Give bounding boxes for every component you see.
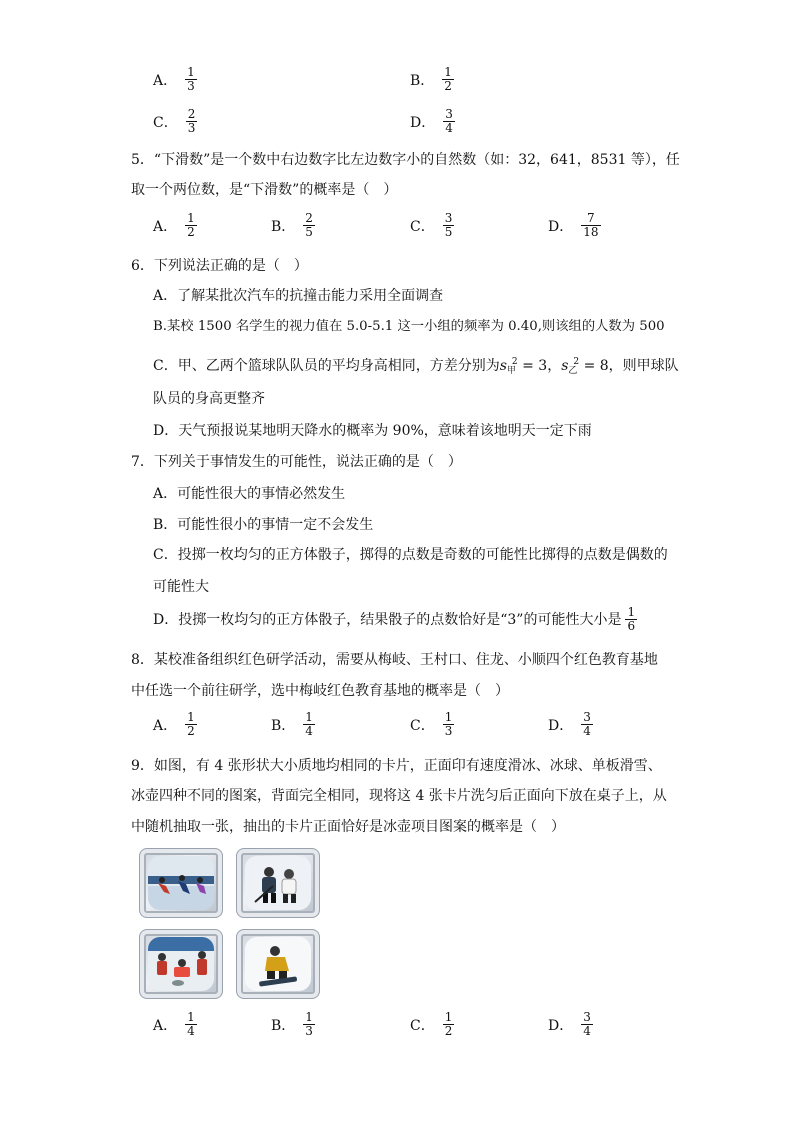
- fraction: $\frac{1}{2}$: [187, 211, 195, 239]
- q6-option-c-line2: 队员的身高更整齐: [153, 391, 265, 407]
- q9-option-c: C． $\frac{1}{2}$: [410, 1010, 453, 1038]
- q4-option-b: B． $\frac{1}{2}$: [410, 65, 452, 93]
- q8-stem-line1: 8．某校准备组织红色研学活动，需要从梅岐、王村口、住龙、小顺四个红色教育基地: [131, 652, 658, 668]
- q6-stem: 6．下列说法正确的是（ ）: [131, 258, 308, 274]
- q9-stem-line2: 冰壶四种不同的图案，背面完全相同，现将这 4 张卡片洗匀后正面向下放在桌子上，从: [131, 788, 667, 804]
- fraction: $\frac{1}{4}$: [305, 710, 313, 738]
- q8-option-c: C． $\frac{1}{3}$: [410, 710, 453, 738]
- q5-option-a: A． $\frac{1}{2}$: [153, 211, 195, 239]
- q5-option-d: D． $\frac{7}{18}$: [548, 211, 599, 239]
- fraction: $\frac{1}{3}$: [187, 65, 195, 93]
- q4-option-a: A． $\frac{1}{3}$: [153, 65, 195, 93]
- fraction: $\frac{7}{18}$: [583, 211, 599, 239]
- q8-option-a: A． $\frac{1}{2}$: [153, 710, 195, 738]
- fraction: $\frac{2}{3}$: [187, 107, 196, 135]
- fraction: $\frac{1}{4}$: [187, 1010, 195, 1038]
- q7-option-c-line1: C．投掷一枚均匀的正方体骰子，掷得的点数是奇数的可能性比掷得的点数是偶数的: [153, 547, 668, 563]
- fraction: $\frac{1}{6}$: [627, 605, 636, 633]
- q7-option-a: A．可能性很大的事情必然发生: [153, 486, 346, 502]
- q8-stem-line2: 中任选一个前往研学，选中梅岐红色教育基地的概率是（ ）: [131, 683, 509, 699]
- q5-stem-line2: 取一个两位数，是“下滑数”的概率是（ ）: [131, 182, 398, 198]
- q4-option-c: C． $\frac{2}{3}$: [153, 107, 196, 135]
- q6-option-b: B.某校 1500 名学生的视力值在 5.0-5.1 这一小组的频率为 0.40,则该组的人数为 500: [153, 319, 665, 334]
- fraction: $\frac{1}{3}$: [305, 1010, 313, 1038]
- q7-option-d: D．投掷一枚均匀的正方体骰子，结果骰子的点数恰好是“3”的可能性大小是 $\frac{1}{6}$: [153, 605, 636, 633]
- card-ice-hockey: [236, 848, 320, 918]
- q9-stem-line1: 9．如图，有 4 张形状大小质地均相同的卡片，正面印有速度滑冰、冰球、单板滑雪、: [131, 758, 662, 774]
- card-snowboard: [236, 929, 320, 999]
- q7-option-b: B．可能性很小的事情一定不会发生: [153, 517, 374, 533]
- q6-option-d: D．天气预报说某地明天降水的概率为 90%，意味着该地明天一定下雨: [153, 423, 592, 439]
- q5-option-c: C． $\frac{3}{5}$: [410, 211, 453, 239]
- fraction: $\frac{3}{4}$: [583, 710, 591, 738]
- card-curling: [139, 929, 223, 999]
- card-speed-skating: [139, 848, 223, 918]
- q6-option-a: A．了解某批次汽车的抗撞击能力采用全面调查: [153, 288, 444, 304]
- q7-stem: 7．下列关于事情发生的可能性，说法正确的是（ ）: [131, 454, 462, 470]
- fraction: $\frac{1}{2}$: [444, 1010, 453, 1038]
- fraction: $\frac{3}{5}$: [444, 211, 453, 239]
- fraction: $\frac{3}{4}$: [583, 1010, 591, 1038]
- q8-option-d: D． $\frac{3}{4}$: [548, 710, 591, 738]
- q5-option-b: B． $\frac{2}{5}$: [271, 211, 313, 239]
- fraction: $\frac{1}{2}$: [444, 65, 452, 93]
- fraction: $\frac{1}{2}$: [187, 710, 195, 738]
- fraction: $\frac{3}{4}$: [445, 107, 453, 135]
- speed-skating-image: [148, 856, 214, 910]
- snowboard-image: [245, 937, 311, 991]
- q6-option-c-line1: C．甲、乙两个篮球队队员的平均身高相同，方差分别为$s_甲^2 = 3$，$s_乙^2 = 8$，则甲球队: [153, 357, 679, 376]
- q7-option-c-line2: 可能性大: [153, 579, 209, 595]
- q9-option-a: A． $\frac{1}{4}$: [153, 1010, 195, 1038]
- fraction: $\frac{2}{5}$: [305, 211, 313, 239]
- curling-image: [148, 937, 214, 991]
- ice-hockey-image: [245, 856, 311, 910]
- q9-stem-line3: 中随机抽取一张，抽出的卡片正面恰好是冰壶项目图案的概率是（ ）: [131, 819, 565, 835]
- q5-stem-line1: 5．“下滑数”是一个数中右边数字比左边数字小的自然数（如：32，641，8531 等），任: [131, 152, 680, 168]
- q4-option-d: D． $\frac{3}{4}$: [410, 107, 453, 135]
- fraction: $\frac{1}{3}$: [444, 710, 453, 738]
- q9-option-d: D． $\frac{3}{4}$: [548, 1010, 591, 1038]
- q8-option-b: B． $\frac{1}{4}$: [271, 710, 313, 738]
- q9-option-b: B． $\frac{1}{3}$: [271, 1010, 313, 1038]
